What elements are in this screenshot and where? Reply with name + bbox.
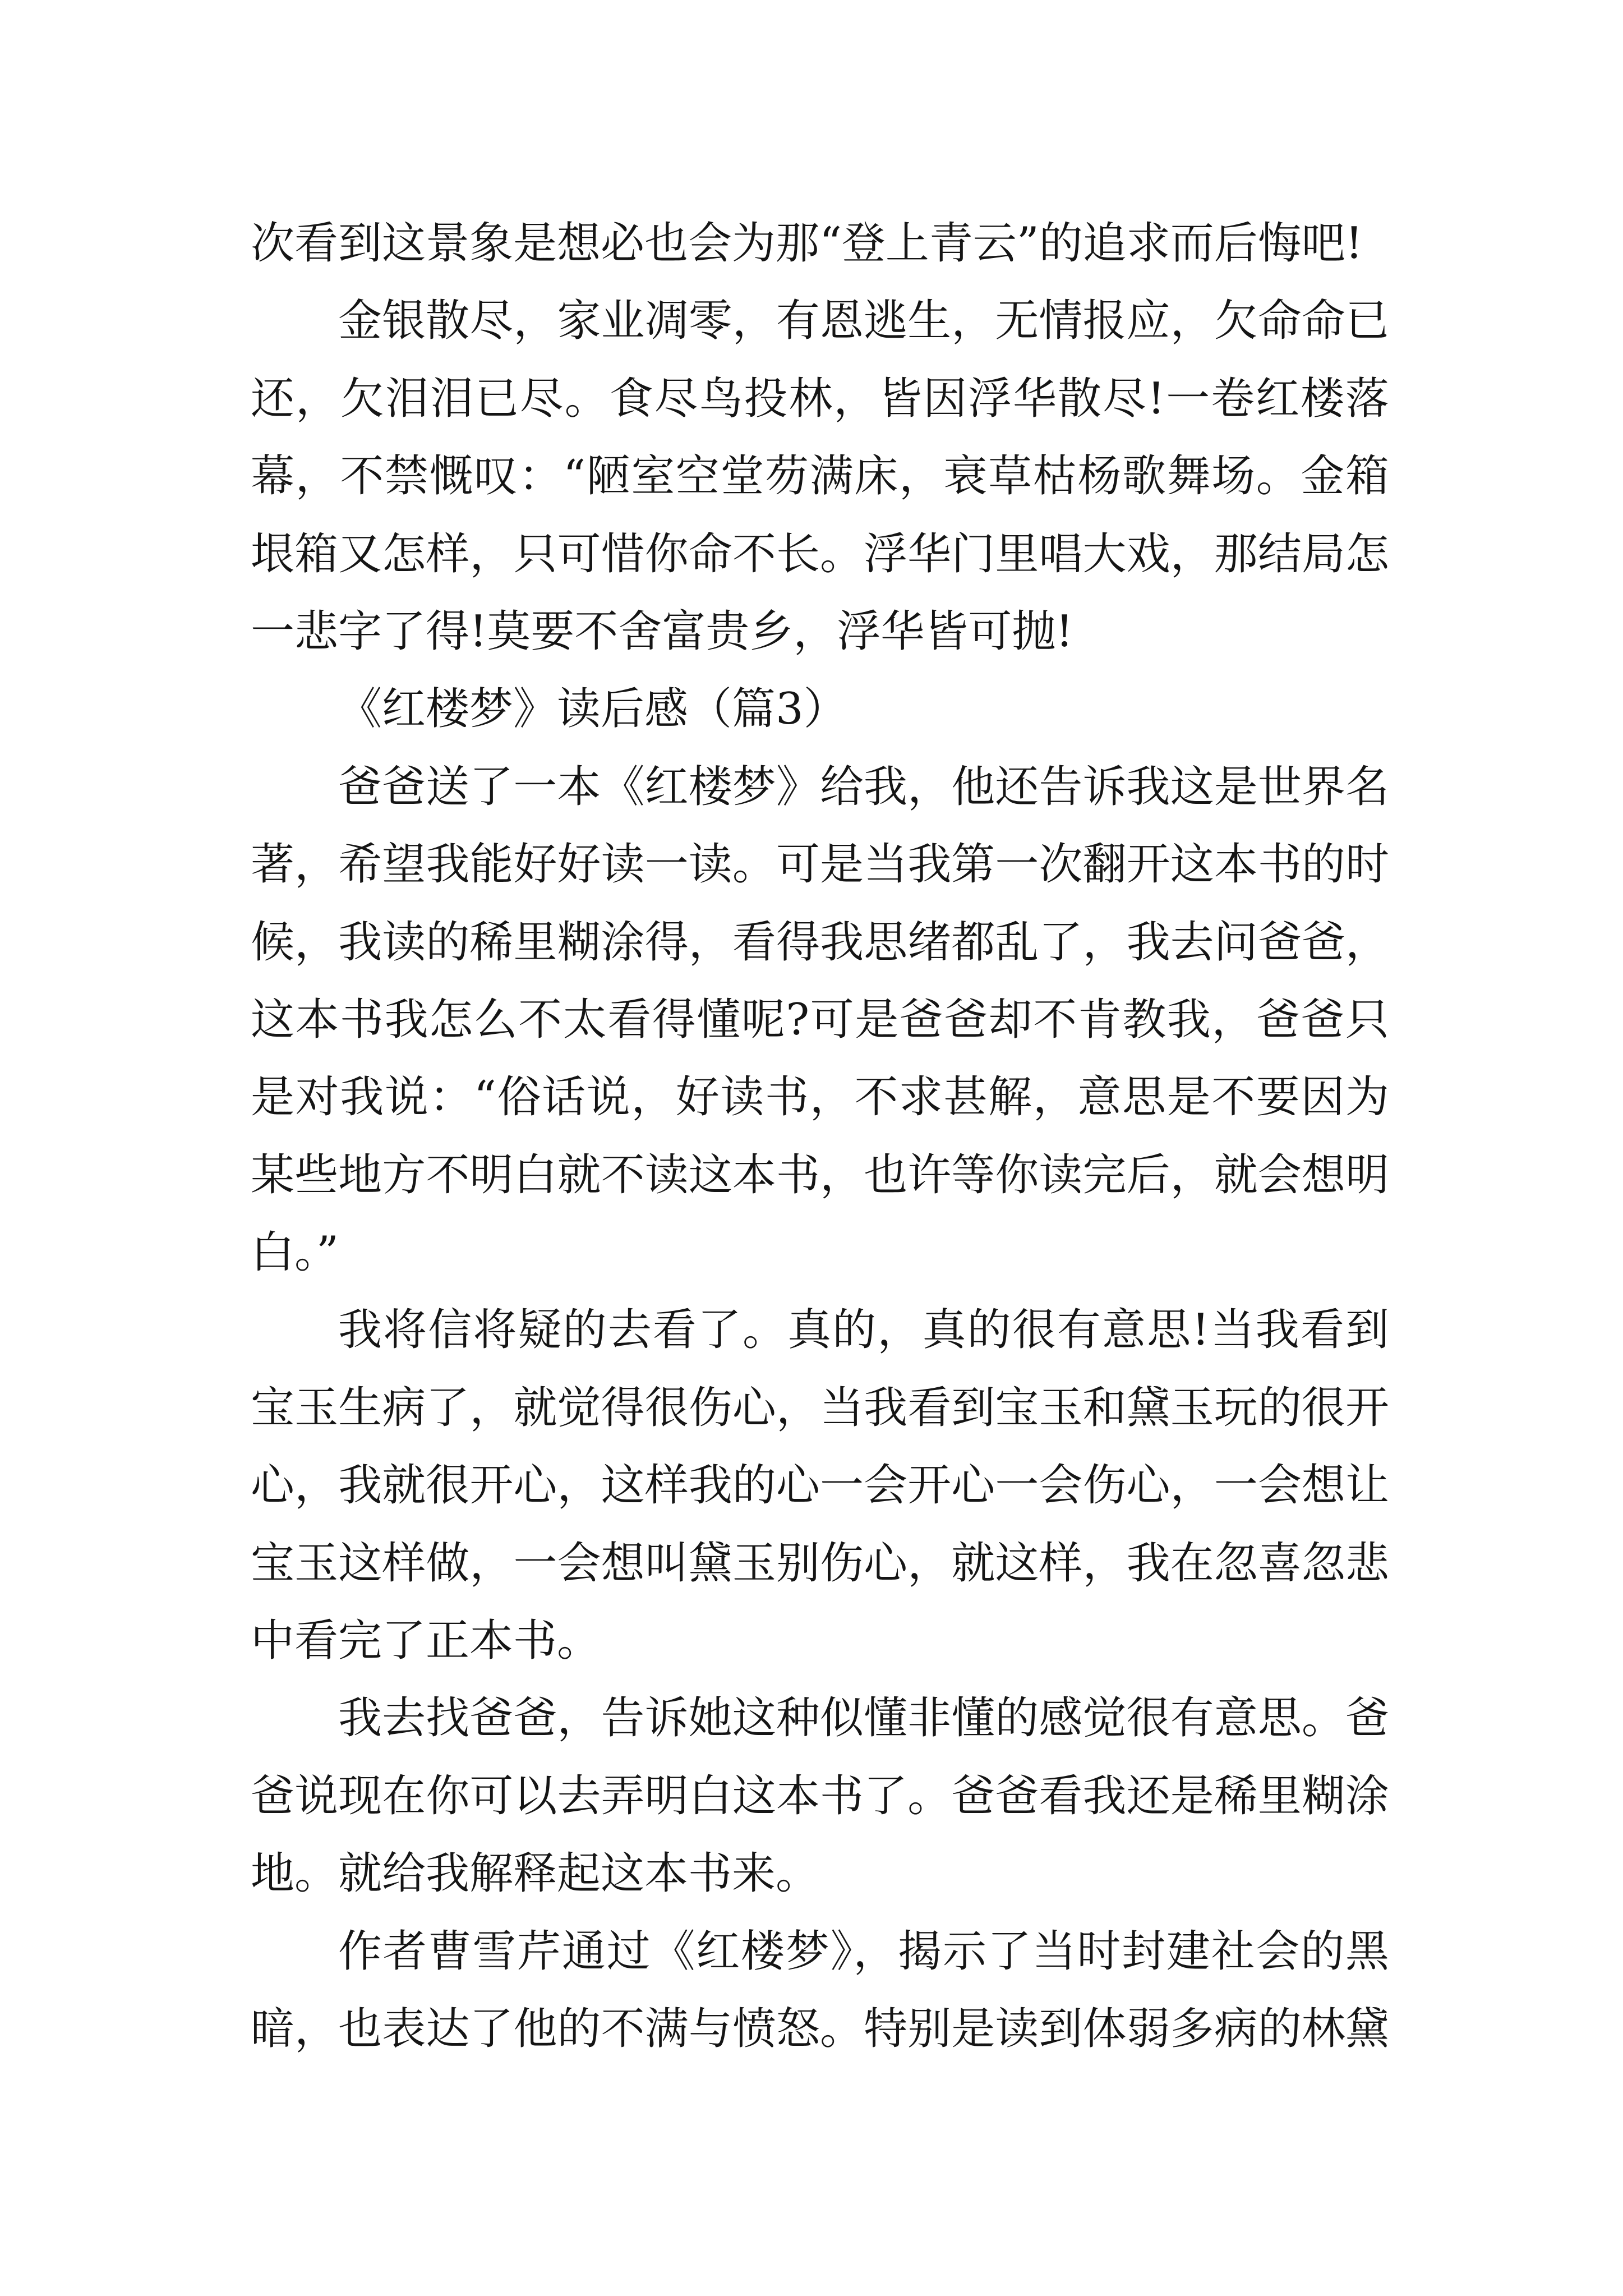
text-line: 金银散尽，家业凋零，有恩逃生，无情报应，欠命命已 [338, 296, 1389, 347]
text-line: 爸爸送了一本《红楼梦》给我，他还告诉我这是世界名 [338, 761, 1389, 812]
text-line: 垠箱又怎样，只可惜你命不长。浮华门里唱大戏，那结局怎 [251, 528, 1389, 579]
paragraph [251, 748, 1389, 1292]
paragraph [251, 205, 1389, 282]
section-heading: 《红楼梦》读后感（篇3） [338, 684, 847, 735]
text-line: 是对我说：“俗话说，好读书，不求甚解，意思是不要因为 [251, 1072, 1389, 1123]
document-body [251, 205, 1389, 2068]
text-line: 我去找爸爸，告诉她这种似懂非懂的感觉很有意思。爸 [338, 1693, 1389, 1744]
text-line: 次看到这景象是想必也会为那“登上青云”的追求而后悔吧! [251, 218, 1363, 269]
text-line: 宝玉生病了，就觉得很伤心，当我看到宝玉和黛玉玩的很开 [251, 1382, 1389, 1433]
text-line: 某些地方不明白就不读这本书，也许等你读完后，就会想明 [251, 1149, 1389, 1200]
text-line: 这本书我怎么不太看得懂呢?可是爸爸却不肯教我，爸爸只 [251, 994, 1389, 1045]
text-line: 心，我就很开心，这样我的心一会开心一会伤心，一会想让 [251, 1460, 1389, 1511]
text-line: 候，我读的稀里糊涂得，看得我思绪都乱了，我去问爸爸， [251, 917, 1389, 968]
text-line: 幕，不禁慨叹：“陋室空堂芴满床，衰草枯杨歌舞场。金箱 [251, 451, 1389, 502]
paragraph [251, 1680, 1389, 1912]
text-line: 著，希望我能好好读一读。可是当我第一次翻开这本书的时 [251, 839, 1389, 890]
text-line: 宝玉这样做，一会想叫黛玉别伤心，就这样，我在忽喜忽悲 [251, 1538, 1389, 1589]
text-line: 爸说现在你可以去弄明白这本书了。爸爸看我还是稀里糊涂 [251, 1770, 1389, 1821]
paragraph [251, 1913, 1389, 2068]
text-line: 一悲字了得!莫要不舍富贵乡，浮华皆可抛! [251, 606, 1073, 657]
text-line: 作者曹雪芹通过《红楼梦》，揭示了当时封建社会的黑 [338, 1926, 1389, 1977]
text-line: 地。就给我解释起这本书来。 [251, 1848, 820, 1899]
paragraph [251, 1291, 1389, 1680]
text-line: 我将信将疑的去看了。真的，真的很有意思!当我看到 [338, 1305, 1389, 1356]
text-line: 还，欠泪泪已尽。食尽鸟投林，皆因浮华散尽!一卷红楼落 [251, 373, 1389, 424]
paragraph [251, 282, 1389, 670]
text-line: 白。” [251, 1227, 339, 1278]
text-line: 中看完了正本书。 [251, 1616, 601, 1667]
text-line: 暗，也表达了他的不满与愤怒。特别是读到体弱多病的林黛 [251, 2003, 1389, 2054]
